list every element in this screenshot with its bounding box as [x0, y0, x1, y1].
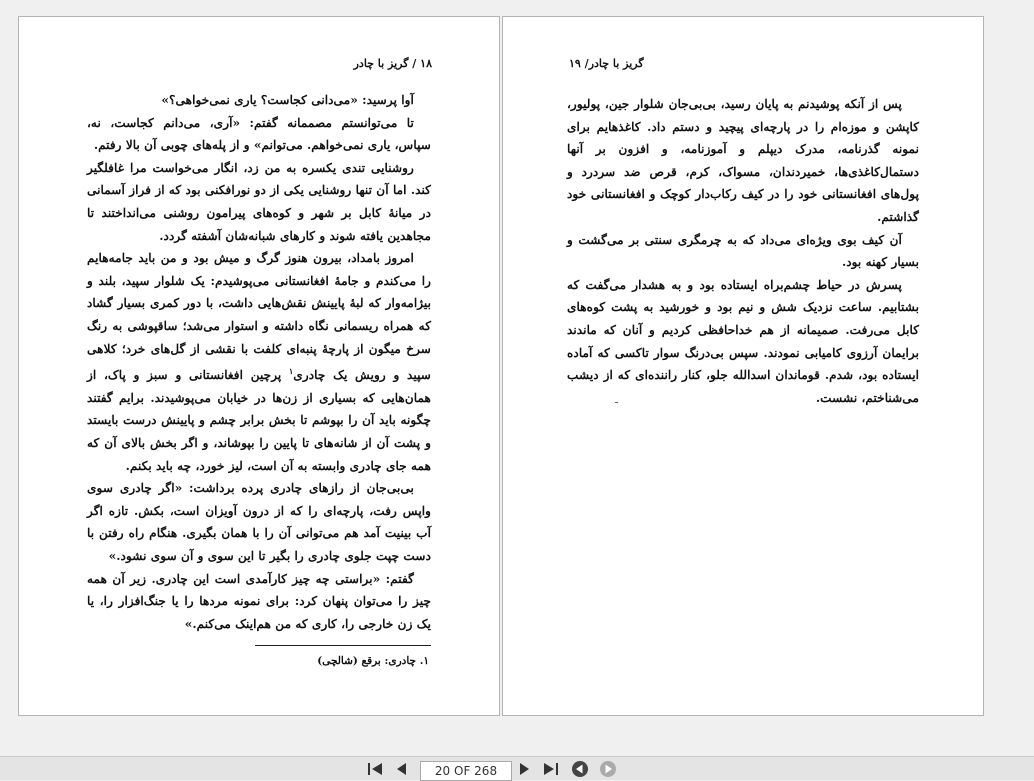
last-page-button[interactable]	[540, 760, 560, 778]
previous-page-icon	[394, 761, 410, 777]
stray-mark: ـ	[615, 395, 618, 406]
page-indicator[interactable]: 20 OF 268	[420, 761, 512, 781]
page-19	[502, 16, 984, 716]
paragraph: آن کیف بوی ویژه‌ای می‌داد که به چرمگری سنتی بر می‌گشت و بسیار کهنه بود.	[567, 232, 919, 270]
paragraph-text: پرچین افغانستانی و سبز و پاک، از همان‌هایی که بسیاری از زن‌ها در خیابان می‌پوشیدند. برایم گفتند چگونه باید آن را بپوشم تا بخش برابر چشم و پایینش درست بایستد و پشت آن از شانه‌های تا پایین را بپوشاند، و اگر بخش بالای آن که همه جای چادری وابسته به آن است، لیز خورد، چه باید بکنم.	[87, 368, 431, 473]
history-back-button[interactable]	[570, 760, 590, 778]
history-forward-icon	[599, 760, 617, 778]
footnote-ref: ۱	[289, 366, 294, 377]
history-back-icon	[571, 760, 589, 778]
page-number: ۱۹	[569, 57, 581, 70]
first-page-button[interactable]	[366, 760, 386, 778]
paragraph: پس از آنکه پوشیدنم به پایان رسید، بی‌بی‌جان شلوار جین، پولیور، کاپشن و موزه‌ام را در پارچه‌ای پیچید و دستم داد. کاغذهایم برای نمونه گذرنامه، مدرک دیپلم و آموزنامه، و افزون بر آنها دستمال‌کاغذی‌ها، خمیردندان، مسواک، کرم، قرص ضد سردرد و پول‌های افغانستانی خود را در کیف رکاب‌دار کوچک و افغانستانی خود گذاشتم.	[567, 97, 919, 224]
next-page-button[interactable]	[514, 760, 534, 778]
last-page-icon	[540, 761, 560, 777]
paragraph-text: امروز بامداد، بیرون هنوز گرگ و میش بود و من باید جامه‌هایم را می‌کندم و جامهٔ افغانستانی می‌پوشیدم: یک شلوار سپید، بلند و بیژامه‌وار که لبهٔ پایینش نقش‌هایی داشت، با دور کمری بسیار گشاد که همراه ریسمانی نگاه داشته و استوار می‌شد؛ ساقپوشی به رنگ سرخ میگون از پارچهٔ پنبه‌ای کلفت با نقشی از گل‌های خرد؛ کلاهی سپید و رویش یک چادری	[87, 251, 431, 383]
paragraph: روشنایی تندی یکسره به من زد، انگار می‌خواست مرا غافلگیر کند. اما آن تنها روشنایی یکی از دو نورافکنی بود که از فراز آسمانی در میانهٔ کابل بر شهر و کوه‌های پیرامون روشنی می‌انداختند تا مجاهدین یافته شوند و کارهای شبانه‌شان آشفته گردد.	[87, 160, 431, 243]
footnote-divider	[255, 645, 431, 646]
previous-page-button[interactable]	[392, 760, 412, 778]
paragraph	[87, 247, 431, 477]
first-page-icon	[366, 761, 386, 777]
next-page-icon	[516, 761, 532, 777]
page-18	[18, 16, 500, 716]
page-header-title: گریز با چادر/	[584, 57, 644, 70]
page-body	[567, 93, 919, 409]
page-body	[87, 89, 431, 635]
paragraph: تا می‌توانستم مصممانه گفتم: «آری، می‌دانم کجاست، نه، سپاس، یاری نمی‌خواهم. می‌توانم» و از پله‌های چوبی آن بالا رفتم.	[87, 115, 431, 153]
footnote: ۱. چادری: برقع (شالچی)	[317, 655, 429, 667]
history-forward-button[interactable]	[598, 760, 618, 778]
navigation-toolbar	[0, 756, 1034, 780]
paragraph: گفتم: «براستی چه چیز کارآمدی است این چادری. زیر آن همه چیز را می‌توان پنهان کرد: برای نمونه مردها را یا جنگ‌افزار را، یا یک زن خارجی را، کاری که من هم‌اینک می‌کنم.»	[87, 571, 431, 631]
paragraph: آوا پرسید: «می‌دانی کجاست؟ یاری نمی‌خواهی؟»	[161, 93, 414, 107]
paragraph: پسرش در حیاط چشم‌براه ایستاده بود و به هشدار می‌گفت که بشتابیم. ساعت نزدیک شش و نیم بود و خورشید به پشت کوه‌های کابل می‌رفت. صمیمانه از هم خداحافظی کردیم و آنان که ماندند برایمان آرزوی کامیابی نمودند. سپس بی‌درنگ سوار تاکسی که آماده ایستاده بود، شدم. قوماندان اسدالله جلو، کنار راننده‌ای که از دیشب می‌شناختم، نشست.	[567, 277, 919, 405]
paragraph: بی‌بی‌جان از رازهای چادری پرده برداشت: «اگر چادری سوی واپس رفت، پارچه‌ای را که از درون آویزان است، بکش. تازه اگر آب بینیت آمد هم می‌توانی آن را با همان بگیری. هنگام راه رفتن با دست چپت جلوی چادری را بگیر تا این سوی و آن سوی نشود.»	[87, 481, 431, 563]
page-header: ۱۸ / گریز با چادر	[353, 57, 432, 70]
page-header	[569, 57, 644, 70]
